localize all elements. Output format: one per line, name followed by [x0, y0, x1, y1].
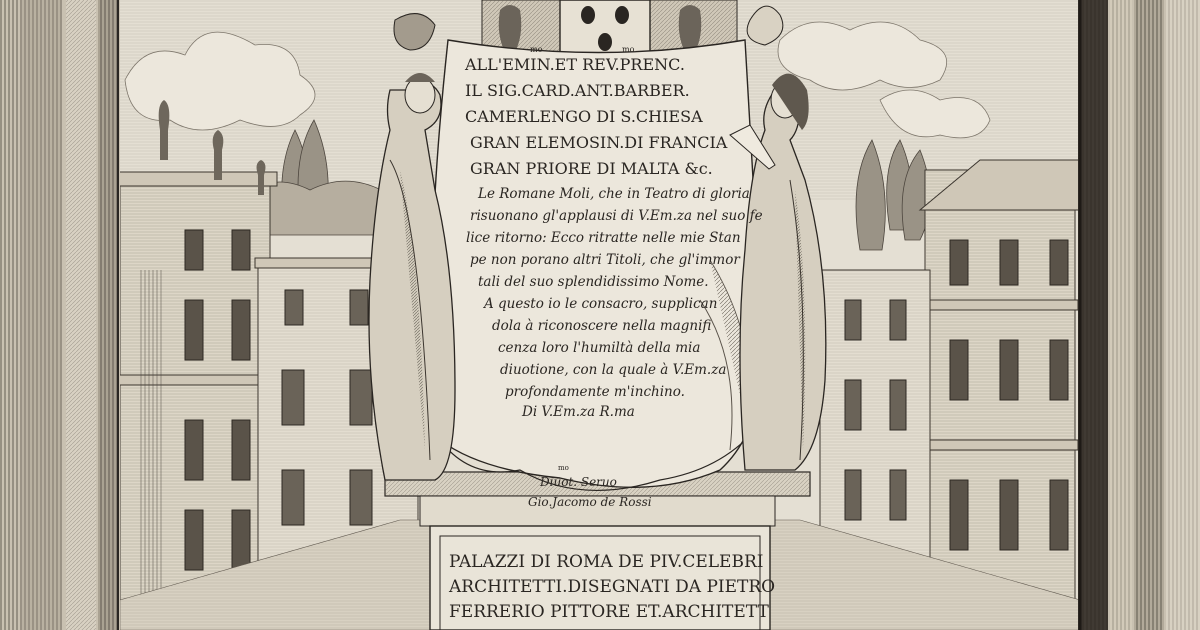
superscript-mo: mo: [530, 45, 543, 54]
dedication-line: GRAN PRIORE DI MALTA &c.: [470, 159, 713, 178]
letter-line: dola à riconoscere nella magnifi: [492, 318, 712, 334]
right-frame-columns: [1078, 0, 1200, 630]
superscript-mo: mo: [622, 45, 635, 54]
letter-line: tali del suo splendidissimo Nome.: [478, 274, 709, 290]
dedication-line: ALL'EMIN.ET REV.PRENC.: [465, 55, 685, 74]
letter-line: Di V.Em.za R.ma: [522, 404, 635, 420]
right-palace: [920, 160, 1080, 620]
letter-line: Le Romane Moli, che in Teatro di gloria: [478, 186, 750, 202]
letter-line: A questo io le consacro, supplican: [484, 296, 718, 312]
left-palace: [112, 100, 277, 620]
dedication-line: IL SIG.CARD.ANT.BARBER.: [465, 81, 690, 100]
plinth-title: [448, 552, 775, 622]
letter-line: pe non porano altri Titoli, che gl'immor: [470, 252, 740, 268]
middle-right-building: [820, 270, 930, 570]
plinth-line: PALAZZI DI ROMA DE PIV.CELEBRI: [449, 552, 764, 572]
dedication-line: CAMERLENGO DI S.CHIESA: [465, 107, 703, 126]
dedication-line: GRAN ELEMOSIN.DI FRANCIA: [470, 133, 728, 152]
signature-superscript: mo: [558, 464, 569, 472]
plinth-line: ARCHITETTI.DISEGNATI DA PIETRO: [449, 577, 776, 597]
plinth-line: FERRERIO PITTORE ET.ARCHITETT: [449, 602, 769, 622]
letter-line: lice ritorno: Ecco ritratte nelle mie Stan: [466, 230, 741, 246]
letter-line: diuotione, con la quale à V.Em.za: [500, 362, 727, 378]
letter-line: cenza loro l'humiltà della mia: [498, 340, 701, 356]
letter-line: profondamente m'inchino.: [505, 384, 685, 400]
signature-line: Gio.Jacomo de Rossi: [528, 495, 652, 509]
letter-line: risuonano gl'applausi di V.Em.za nel suo fe: [470, 208, 763, 224]
left-frame-columns: [0, 0, 120, 630]
signature-line: Diuot. Seruo: [540, 475, 617, 489]
